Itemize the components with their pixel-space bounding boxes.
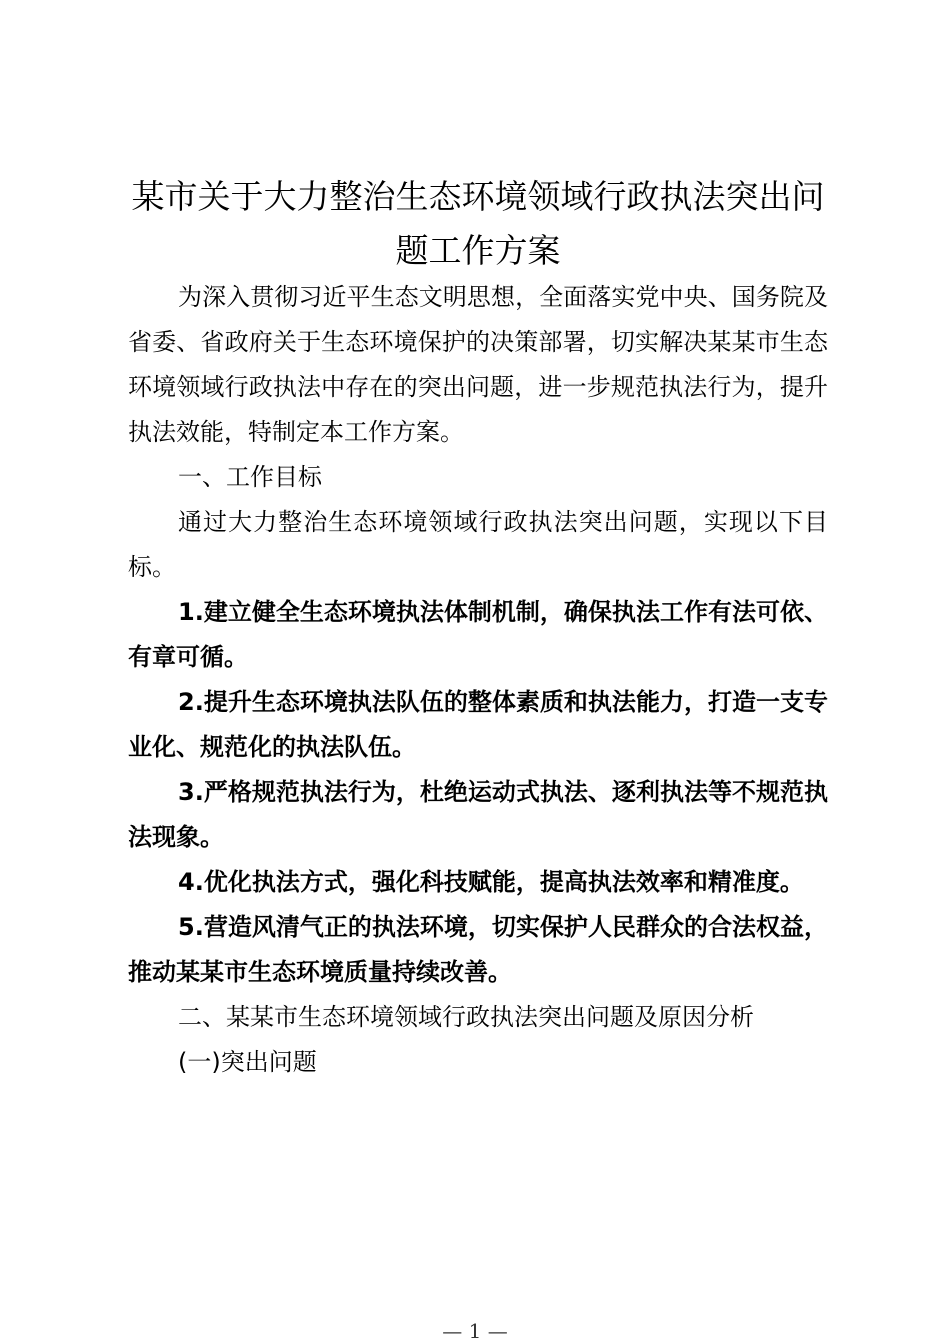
goal-item-3: 3.严格规范执法行为，杜绝运动式执法、逐利执法等不规范执法现象。 [128,778,828,851]
document-body [128,275,828,1085]
paragraph-goals-lead: 通过大力整治生态环境领域行政执法突出问题，实现以下目标。 [128,508,828,581]
goal-item-2: 2.提升生态环境执法队伍的整体素质和执法能力，打造一支专业化、规范化的执法队伍。 [128,688,828,761]
goal-item-4: 4.优化执法方式，强化科技赋能，提高执法效率和精准度。 [178,868,804,896]
heading-problems-analysis: 二、某某市生态环境领域行政执法突出问题及原因分析 [178,1003,754,1031]
goal-item-1: 1.建立健全生态环境执法体制机制，确保执法工作有法可依、有章可循。 [128,598,828,671]
document-title: 某市关于大力整治生态环境领域行政执法突出问题工作方案 [131,177,825,270]
subheading-prominent-problems: (一)突出问题 [178,1048,317,1076]
page-number: — 1 — [442,1319,508,1343]
goal-item-5: 5.营造风清气正的执法环境，切实保护人民群众的合法权益，推动某某市生态环境质量持续改善。 [128,913,828,986]
paragraph-intro: 为深入贯彻习近平生态文明思想，全面落实党中央、国务院及省委、省政府关于生态环境保护的决策部署，切实解决某某市生态环境领域行政执法中存在的突出问题，进一步规范执法行为，提升执法效能，特制定本工作方案。 [128,283,828,446]
heading-work-goals: 一、工作目标 [178,463,322,491]
